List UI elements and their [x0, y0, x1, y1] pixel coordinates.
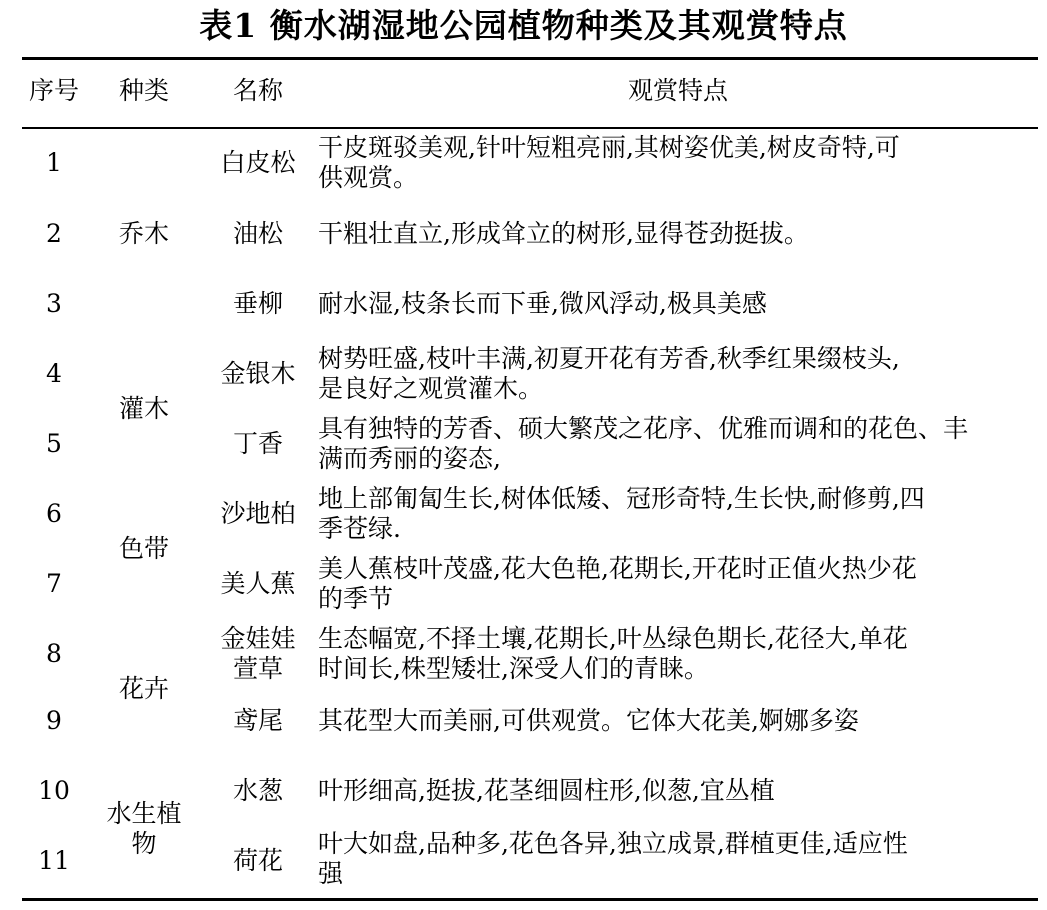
feature-text: [318, 554, 1038, 614]
category-label: 乔木: [118, 219, 169, 248]
feature-line: 耐水湿,枝条长而下垂,微风浮动,极具美感: [318, 289, 767, 318]
plant-name: 油松: [232, 219, 283, 248]
feature-text: [318, 133, 1038, 193]
feature-line: 供观赏。: [318, 163, 419, 192]
feature-text: [318, 776, 1038, 806]
feature-line: 地上部匍匐生长,树体低矮、冠形奇特,生长快,耐修剪,四: [318, 484, 925, 513]
row-number: 7: [46, 569, 62, 598]
feature-line: 叶形细高,挺拔,花茎细圆柱形,似葱,宜丛植: [318, 776, 775, 805]
feature-line: 干皮斑驳美观,针叶短粗亮丽,其树姿优美,树皮奇特,可: [318, 133, 900, 162]
plant-name: 美人蕉: [220, 569, 296, 598]
row-number: 8: [46, 639, 62, 668]
category-label: 色带: [118, 534, 169, 563]
table-title: 表1 衡水湖湿地公园植物种类及其观赏特点: [199, 6, 848, 45]
plant-name: 沙地柏: [220, 499, 296, 528]
feature-line: 美人蕉枝叶茂盛,花大色艳,花期长,开花时正值火热少花: [318, 554, 917, 583]
feature-line: 是良好之观赏灌木。: [318, 374, 544, 403]
feature-line: 树势旺盛,枝叶丰满,初夏开花有芳香,秋季红果缀枝头,: [318, 344, 900, 373]
plant-name: 白皮松: [220, 148, 296, 177]
feature-line: 叶大如盘,品种多,花色各异,独立成景,群植更佳,适应性: [318, 829, 908, 858]
bottom-rule: [22, 898, 1038, 901]
row-number: 2: [46, 219, 62, 248]
feature-text: [318, 829, 1038, 889]
header-rule: [22, 127, 1038, 129]
plant-name: 水葱: [232, 776, 283, 805]
feature-text: [318, 289, 1038, 319]
feature-line: 强: [318, 859, 344, 888]
feature-text: [318, 414, 1038, 474]
plant-name: 金银木: [220, 359, 296, 388]
header-feature: 观赏特点: [627, 76, 728, 105]
feature-text: [318, 624, 1038, 684]
category-label: 灌木: [118, 394, 169, 423]
row-number: 9: [46, 706, 62, 735]
row-number: 3: [46, 289, 62, 318]
top-rule: [22, 57, 1038, 60]
row-number: 5: [46, 429, 62, 458]
row-number: 6: [46, 499, 62, 528]
feature-line: 季苍绿.: [318, 514, 401, 543]
header-category: 种类: [118, 76, 169, 105]
row-number: 10: [38, 776, 70, 805]
plant-name: 垂柳: [232, 289, 283, 318]
plant-name: 鸢尾: [232, 706, 283, 735]
feature-text: [318, 706, 1038, 736]
plant-name: 荷花: [232, 846, 283, 875]
category-label: 花卉: [118, 674, 169, 703]
row-number: 1: [46, 148, 62, 177]
feature-line: 具有独特的芳香、硕大繁茂之花序、优雅而调和的花色、丰: [318, 414, 969, 443]
feature-line: 满而秀丽的姿态,: [318, 444, 501, 473]
feature-text: [318, 219, 1038, 249]
header-no: 序号: [28, 76, 79, 105]
feature-text: [318, 344, 1038, 404]
header-name: 名称: [232, 76, 283, 105]
row-number: 11: [38, 846, 70, 875]
plant-name: 丁香: [232, 429, 283, 458]
category-label: 水生植 物: [106, 799, 182, 858]
row-number: 4: [46, 359, 62, 388]
plant-name: 金娃娃 萱草: [220, 624, 296, 683]
feature-line: 的季节: [318, 584, 394, 613]
feature-line: 时间长,株型矮壮,深受人们的青睐。: [318, 654, 709, 683]
feature-line: 生态幅宽,不择土壤,花期长,叶丛绿色期长,花径大,单花: [318, 624, 908, 653]
feature-line: 其花型大而美丽,可供观赏。它体大花美,婀娜多姿: [318, 706, 859, 735]
feature-line: 干粗壮直立,形成耸立的树形,显得苍劲挺拔。: [318, 219, 809, 248]
feature-text: [318, 484, 1038, 544]
